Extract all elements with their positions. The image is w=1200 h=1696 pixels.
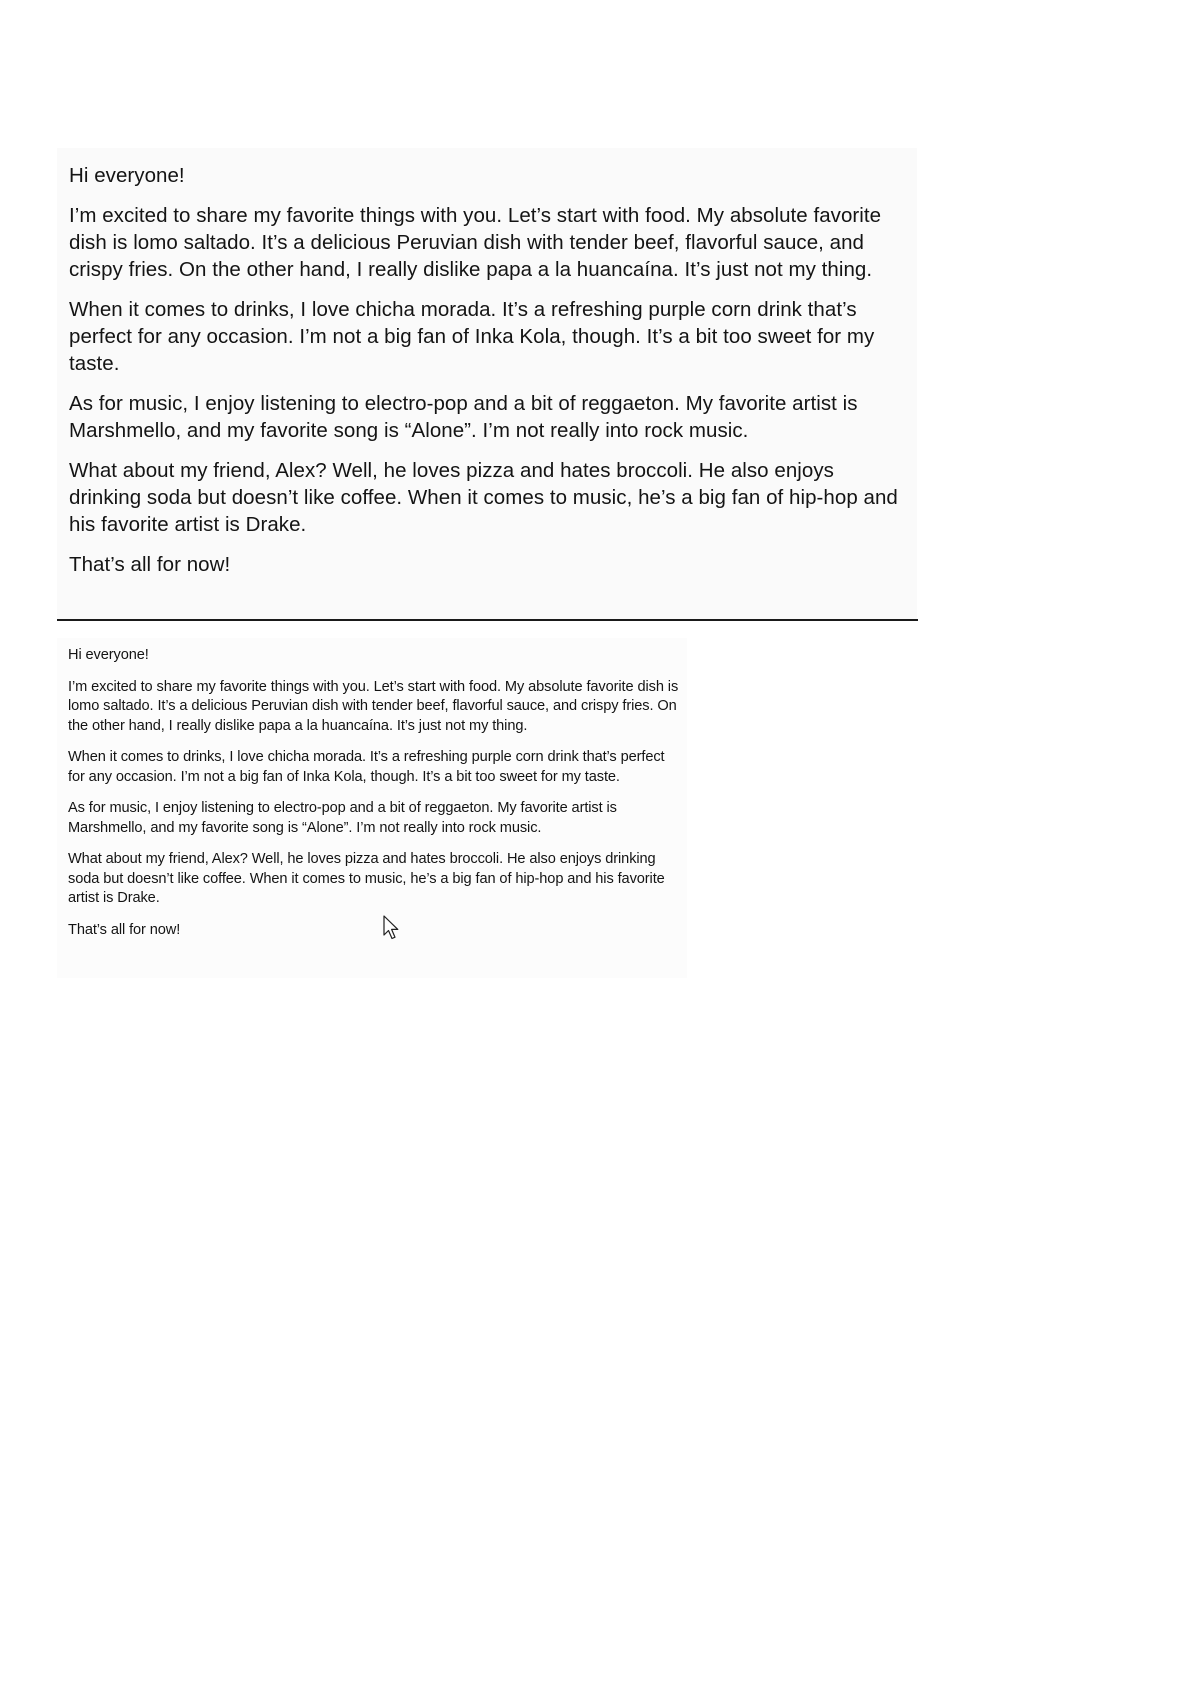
paragraph-music: As for music, I enjoy listening to electro-pop and a bit of reggaeton. My favorite artist is Marshmello, and my favorite song is “Alone”. I’m not really into rock music. xyxy=(69,392,858,442)
greeting-text: Hi everyone! xyxy=(69,164,185,187)
paragraph-friend: What about my friend, Alex? Well, he loves pizza and hates broccoli. He also enjoys drinking soda but doesn’t like coffee. When it comes to music, he’s a big fan of hip-hop and his favorite artist is Drake. xyxy=(69,459,898,536)
section-divider xyxy=(57,619,918,621)
closing-text: That’s all for now! xyxy=(69,553,231,576)
paragraph-drinks: When it comes to drinks, I love chicha morada. It’s a refreshing purple corn drink that’s perfect for any occasion. I’m not a big fan of Inka Kola, though. It’s a bit too sweet for my taste. xyxy=(68,749,665,785)
paragraph-drinks: When it comes to drinks, I love chicha morada. It’s a refreshing purple corn drink that’s perfect for any occasion. I’m not a big fan of Inka Kola, though. It’s a bit too sweet for my taste. xyxy=(69,298,875,375)
paragraph-food: I’m excited to share my favorite things with you. Let’s start with food. My absolute favorite dish is lomo saltado. It’s a delicious Peruvian dish with tender beef, flavorful sauce, and crispy fries. On the other hand, I really dislike papa a la huancaína. It’s just not my thing. xyxy=(69,204,882,281)
greeting-text: Hi everyone! xyxy=(68,647,149,663)
paragraph-friend: What about my friend, Alex? Well, he loves pizza and hates broccoli. He also enjoys drinking soda but doesn’t like coffee. When it comes to music, he’s a big fan of hip-hop and his favorite artist is Drake. xyxy=(68,851,665,906)
paragraph-food: I’m excited to share my favorite things with you. Let’s start with food. My absolute favorite dish is lomo saltado. It’s a delicious Peruvian dish with tender beef, flavorful sauce, and crispy fries. On the other hand, I really dislike papa a la huancaína. It’s just not my thing. xyxy=(68,678,679,734)
document-small-copy xyxy=(57,638,687,978)
document-large-copy xyxy=(57,148,917,620)
mouse-pointer-icon xyxy=(383,915,401,941)
paragraph-music: As for music, I enjoy listening to electro-pop and a bit of reggaeton. My favorite artist is Marshmello, and my favorite song is “Alone”. I’m not really into rock music. xyxy=(68,800,617,836)
closing-text: That’s all for now! xyxy=(68,921,181,938)
